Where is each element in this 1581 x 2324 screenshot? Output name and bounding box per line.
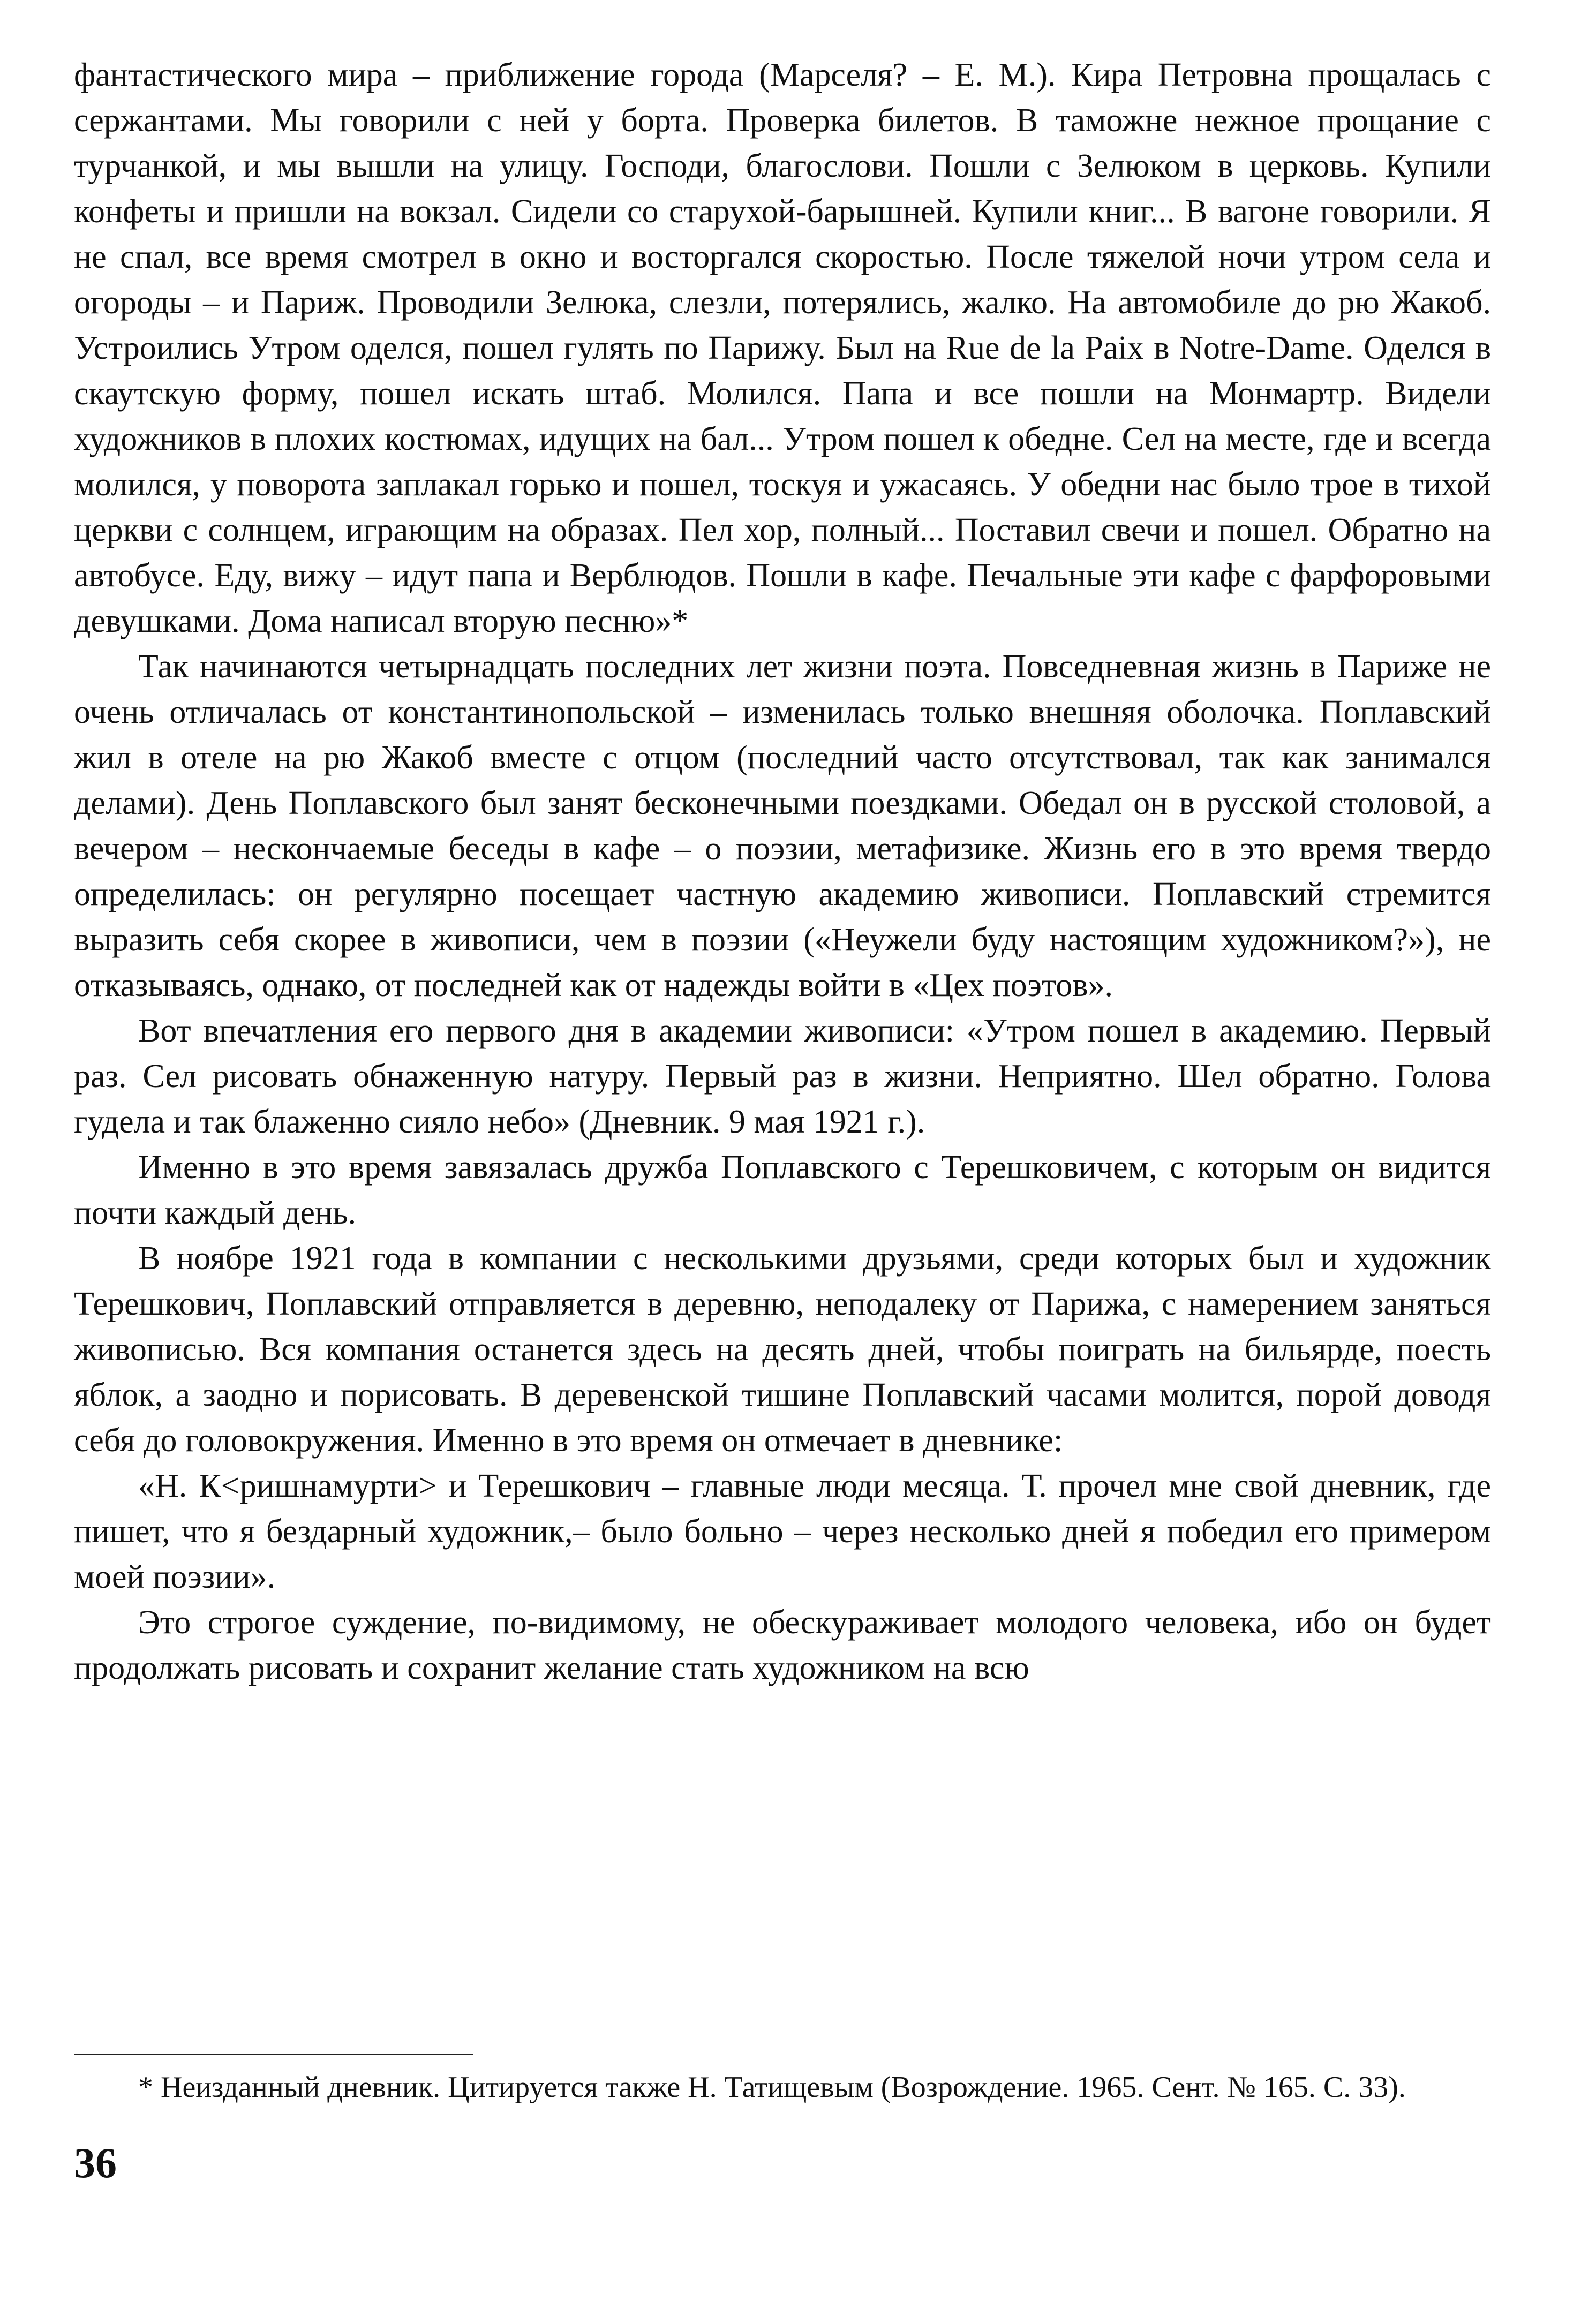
paragraph: Именно в это время завязалась дружба Поплавского с Терешковичем, с которым он видится почти каждый день.: [74, 1149, 1491, 1231]
paragraph: В ноябре 1921 года в компании с несколькими друзьями, среди которых был и художник Терешкович, Поплавский отправляется в деревню, неподалеку от Парижа, с намерением заняться живописью. Вся компания останется здесь на десять дней, чтобы поиграть на бильярде, поесть яблок, а заодно и порисовать. В деревенской тишине Поплавский часами молится, порой доводя себя до головокружения. Именно в это время он отмечает в дневнике:: [74, 1240, 1491, 1459]
paragraph: Так начинаются четырнадцать последних лет жизни поэта. Повседневная жизнь в Париже не очень отличалась от константинопольской – изменилась только внешняя оболочка. Поплавский жил в отеле на рю Жакоб вместе с отцом (последний часто отсутствовал, так как занимался делами). День Поплавского был занят бесконечными поездками. Обедал он в русской столовой, а вечером – нескончаемые беседы в кафе – о поэзии, метафизике. Жизнь его в это время твердо определилась: он регулярно посещает частную академию живописи. Поплавский стремится выразить себя скорее в живописи, чем в поэзии («Неужели буду настоящим художником?»), не отказываясь, однако, от последней как от надежды войти в «Цех поэтов».: [74, 648, 1491, 1003]
page-number: 36: [74, 2140, 117, 2187]
paragraph: Это строгое суждение, по-видимому, не обескураживает молодого человека, ибо он будет продолжать рисовать и сохранит желание стать художником на всю: [74, 1604, 1491, 1686]
footnote-divider: [74, 2054, 473, 2055]
footnote: * Неизданный дневник. Цитируется также Н. Татищевым (Возрождение. 1965. Сент. № 165. С. 33).: [138, 2071, 1406, 2104]
paragraph: Вот впечатления его первого дня в академии живописи: «Утром пошел в академию. Первый раз. Сел рисовать обнаженную натуру. Первый раз в жизни. Неприятно. Шел обратно. Голова гудела и так блаженно сияло небо» (Дневник. 9 мая 1921 г.).: [74, 1013, 1491, 1140]
paragraph-diary-quote: фантастического мира – приближение города (Марселя? – Е. М.). Кира Петровна прощалась с сержантами. Мы говорили с ней у борта. Проверка билетов. В таможне нежное прощание с турчанкой, и мы вышли на улицу. Господи, благослови. Пошли с Зелюком в церковь. Купили конфеты и пришли на вокзал. Сидели со старухой-барышней. Купили книг... В вагоне говорили. Я не спал, все время смотрел в окно и восторгался скоростью. После тяжелой ночи утром села и огороды – и Париж. Проводили Зелюка, слезли, потерялись, жалко. На автомобиле до рю Жакоб. Устроились Утром оделся, пошел гулять по Парижу. Был на Rue de la Paix в Notre-Dame. Оделся в скаутскую форму, пошел искать штаб. Молился. Папа и все пошли на Монмартр. Видели художников в плохих костюмах, идущих на бал... Утром пошел к обедне. Сел на месте, где и всегда молился, у поворота заплакал горько и пошел, тоскуя и ужасаясь. У обедни нас было трое в тихой церкви с солнцем, играющим на образах. Пел хор, полный... Поставил свечи и пошел. Обратно на автобусе. Еду, вижу – идут папа и Верблюдов. Пошли в кафе. Печальные эти кафе с фарфоровыми девушками. Дома написал вторую песню»*: [74, 57, 1491, 639]
main-text: [74, 52, 1491, 1691]
paragraph-quote: «Н. К<ришнамурти> и Терешкович – главные люди месяца. Т. прочел мне свой дневник, где пишет, что я бездарный художник,– было больно – через несколько дней я победил его примером моей поэзии».: [74, 1468, 1491, 1595]
